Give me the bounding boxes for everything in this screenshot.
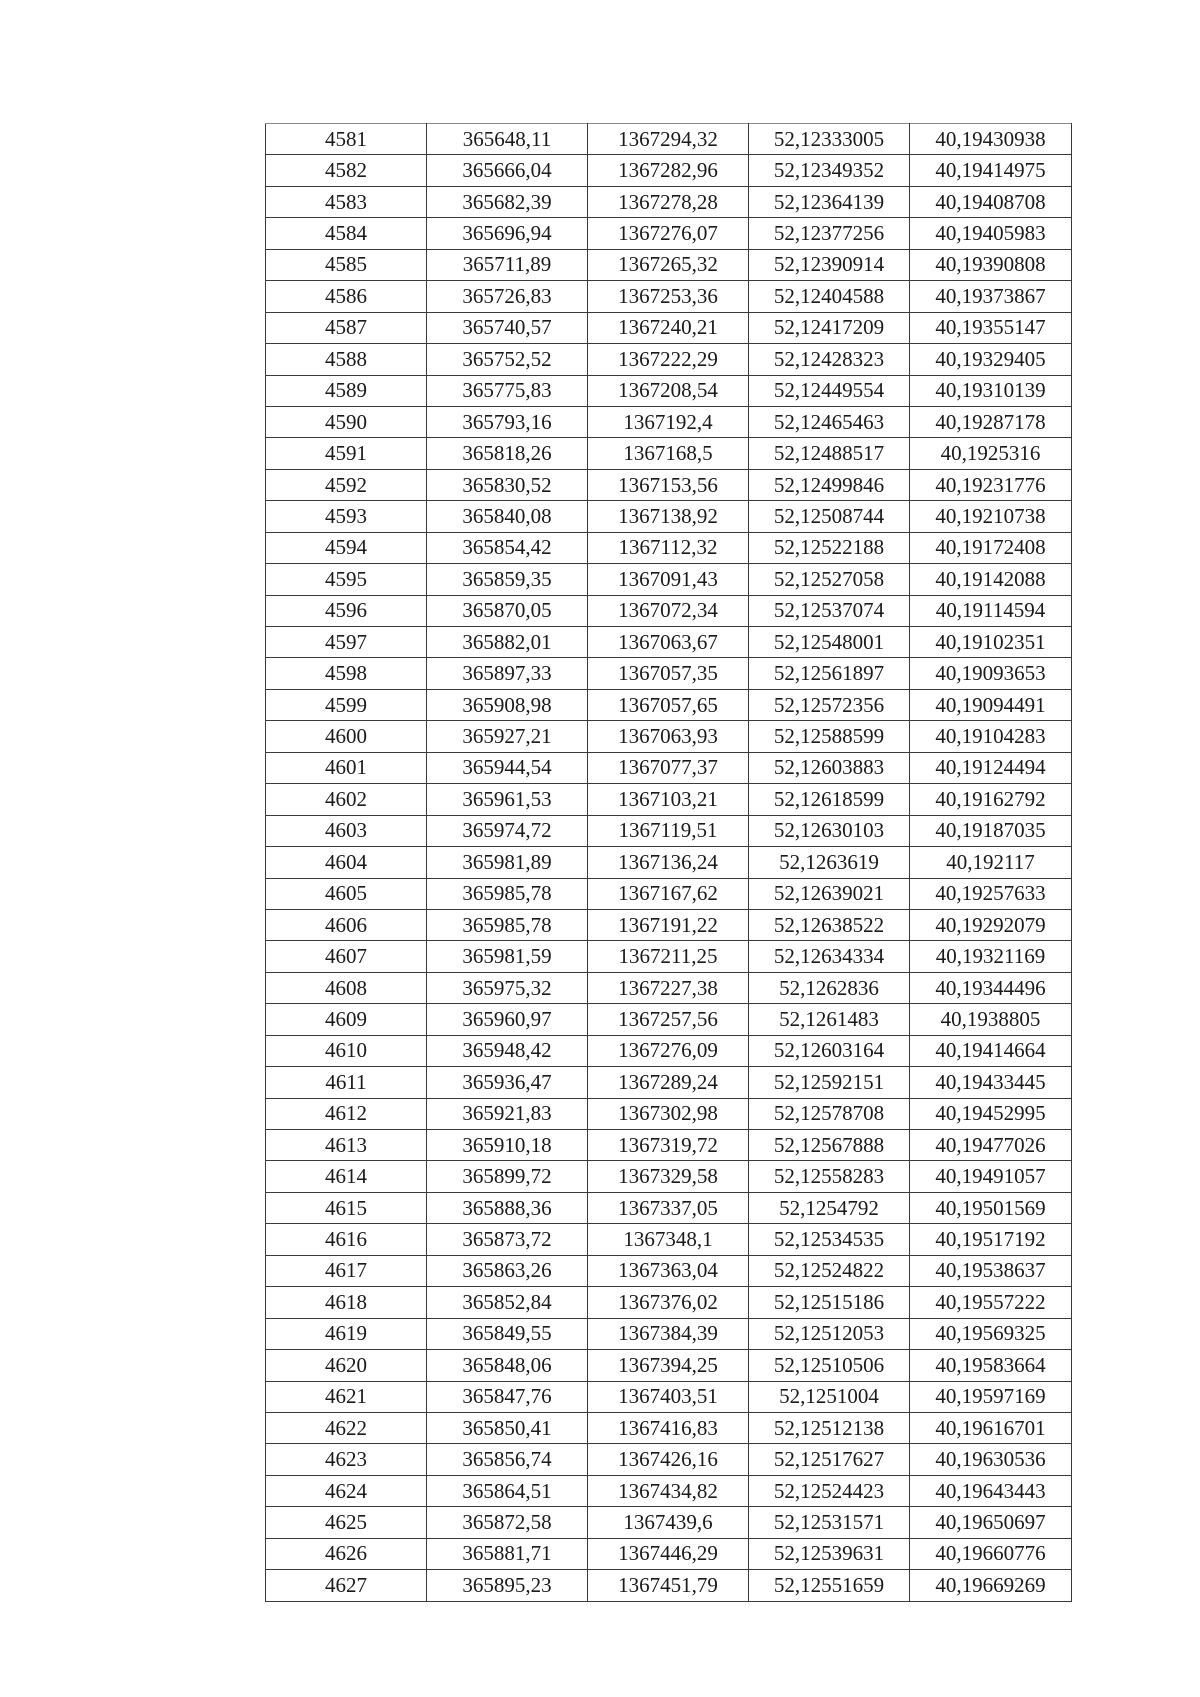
x-coordinate-cell: 365944,54 [427, 752, 588, 783]
x-coordinate-cell: 365870,05 [427, 595, 588, 626]
table-row [266, 249, 1072, 280]
latitude-cell: 52,1254792 [749, 1192, 910, 1223]
y-coordinate-cell: 1367138,92 [588, 501, 749, 532]
latitude-cell: 52,12377256 [749, 218, 910, 249]
point-number-cell: 4592 [266, 469, 427, 500]
longitude-cell: 40,1938805 [910, 1004, 1072, 1035]
longitude-cell: 40,19310139 [910, 375, 1072, 406]
latitude-cell: 52,12527058 [749, 564, 910, 595]
point-number-cell: 4612 [266, 1098, 427, 1129]
point-number-cell: 4589 [266, 375, 427, 406]
y-coordinate-cell: 1367168,5 [588, 438, 749, 469]
latitude-cell: 52,12499846 [749, 469, 910, 500]
x-coordinate-cell: 365696,94 [427, 218, 588, 249]
latitude-cell: 52,12630103 [749, 815, 910, 846]
table-row [266, 752, 1072, 783]
latitude-cell: 52,12537074 [749, 595, 910, 626]
y-coordinate-cell: 1367294,32 [588, 124, 749, 155]
latitude-cell: 52,12524822 [749, 1255, 910, 1286]
point-number-cell: 4617 [266, 1255, 427, 1286]
x-coordinate-cell: 365854,42 [427, 532, 588, 563]
x-coordinate-cell: 365936,47 [427, 1067, 588, 1098]
point-number-cell: 4611 [266, 1067, 427, 1098]
x-coordinate-cell: 365682,39 [427, 186, 588, 217]
x-coordinate-cell: 365981,59 [427, 941, 588, 972]
latitude-cell: 52,12567888 [749, 1130, 910, 1161]
table-row [266, 1538, 1072, 1569]
y-coordinate-cell: 1367227,38 [588, 972, 749, 1003]
y-coordinate-cell: 1367394,25 [588, 1350, 749, 1381]
table-row [266, 815, 1072, 846]
y-coordinate-cell: 1367302,98 [588, 1098, 749, 1129]
point-number-cell: 4591 [266, 438, 427, 469]
table-row [266, 1130, 1072, 1161]
x-coordinate-cell: 365752,52 [427, 344, 588, 375]
latitude-cell: 52,12539631 [749, 1538, 910, 1569]
latitude-cell: 52,12510506 [749, 1350, 910, 1381]
y-coordinate-cell: 1367329,58 [588, 1161, 749, 1192]
table-row [266, 501, 1072, 532]
latitude-cell: 52,12638522 [749, 909, 910, 940]
point-number-cell: 4606 [266, 909, 427, 940]
table-row [266, 564, 1072, 595]
x-coordinate-cell: 365859,35 [427, 564, 588, 595]
x-coordinate-cell: 365910,18 [427, 1130, 588, 1161]
table-row [266, 1224, 1072, 1255]
y-coordinate-cell: 1367063,67 [588, 627, 749, 658]
latitude-cell: 52,12634334 [749, 941, 910, 972]
longitude-cell: 40,19501569 [910, 1192, 1072, 1223]
table-row [266, 469, 1072, 500]
longitude-cell: 40,19355147 [910, 312, 1072, 343]
table-row [266, 1318, 1072, 1349]
x-coordinate-cell: 365818,26 [427, 438, 588, 469]
x-coordinate-cell: 365975,32 [427, 972, 588, 1003]
y-coordinate-cell: 1367253,36 [588, 281, 749, 312]
point-number-cell: 4581 [266, 124, 427, 155]
latitude-cell: 52,12449554 [749, 375, 910, 406]
table-row [266, 218, 1072, 249]
latitude-cell: 52,12349352 [749, 155, 910, 186]
longitude-cell: 40,19433445 [910, 1067, 1072, 1098]
y-coordinate-cell: 1367337,05 [588, 1192, 749, 1223]
x-coordinate-cell: 365840,08 [427, 501, 588, 532]
table-row [266, 1035, 1072, 1066]
table-row [266, 438, 1072, 469]
point-number-cell: 4625 [266, 1507, 427, 1538]
x-coordinate-cell: 365849,55 [427, 1318, 588, 1349]
y-coordinate-cell: 1367136,24 [588, 847, 749, 878]
latitude-cell: 52,12551659 [749, 1570, 910, 1601]
longitude-cell: 40,19643443 [910, 1475, 1072, 1506]
longitude-cell: 40,19102351 [910, 627, 1072, 658]
table-row [266, 406, 1072, 437]
x-coordinate-cell: 365873,72 [427, 1224, 588, 1255]
x-coordinate-cell: 365897,33 [427, 658, 588, 689]
table-row [266, 1570, 1072, 1601]
longitude-cell: 40,19114594 [910, 595, 1072, 626]
point-number-cell: 4609 [266, 1004, 427, 1035]
longitude-cell: 40,19257633 [910, 878, 1072, 909]
x-coordinate-cell: 365864,51 [427, 1475, 588, 1506]
table-row [266, 1444, 1072, 1475]
point-number-cell: 4614 [266, 1161, 427, 1192]
y-coordinate-cell: 1367384,39 [588, 1318, 749, 1349]
table-row [266, 1475, 1072, 1506]
y-coordinate-cell: 1367376,02 [588, 1287, 749, 1318]
point-number-cell: 4584 [266, 218, 427, 249]
longitude-cell: 40,19517192 [910, 1224, 1072, 1255]
longitude-cell: 40,19583664 [910, 1350, 1072, 1381]
longitude-cell: 40,19669269 [910, 1570, 1072, 1601]
y-coordinate-cell: 1367363,04 [588, 1255, 749, 1286]
y-coordinate-cell: 1367403,51 [588, 1381, 749, 1412]
x-coordinate-cell: 365847,76 [427, 1381, 588, 1412]
coordinates-table [265, 123, 1072, 1602]
point-number-cell: 4616 [266, 1224, 427, 1255]
table-row [266, 784, 1072, 815]
point-number-cell: 4622 [266, 1412, 427, 1443]
latitude-cell: 52,12522188 [749, 532, 910, 563]
latitude-cell: 52,12548001 [749, 627, 910, 658]
point-number-cell: 4586 [266, 281, 427, 312]
y-coordinate-cell: 1367240,21 [588, 312, 749, 343]
table-row [266, 721, 1072, 752]
latitude-cell: 52,12333005 [749, 124, 910, 155]
x-coordinate-cell: 365899,72 [427, 1161, 588, 1192]
x-coordinate-cell: 365985,78 [427, 909, 588, 940]
table-row [266, 344, 1072, 375]
y-coordinate-cell: 1367211,25 [588, 941, 749, 972]
table-row [266, 155, 1072, 186]
latitude-cell: 52,12572356 [749, 689, 910, 720]
x-coordinate-cell: 365895,23 [427, 1570, 588, 1601]
y-coordinate-cell: 1367072,34 [588, 595, 749, 626]
y-coordinate-cell: 1367063,93 [588, 721, 749, 752]
latitude-cell: 52,1262836 [749, 972, 910, 1003]
y-coordinate-cell: 1367416,83 [588, 1412, 749, 1443]
x-coordinate-cell: 365908,98 [427, 689, 588, 720]
y-coordinate-cell: 1367278,28 [588, 186, 749, 217]
x-coordinate-cell: 365852,84 [427, 1287, 588, 1318]
x-coordinate-cell: 365666,04 [427, 155, 588, 186]
table-row [266, 1287, 1072, 1318]
y-coordinate-cell: 1367057,65 [588, 689, 749, 720]
table-row [266, 847, 1072, 878]
y-coordinate-cell: 1367265,32 [588, 249, 749, 280]
point-number-cell: 4604 [266, 847, 427, 878]
longitude-cell: 40,192117 [910, 847, 1072, 878]
table-row [266, 1192, 1072, 1223]
latitude-cell: 52,12603164 [749, 1035, 910, 1066]
point-number-cell: 4590 [266, 406, 427, 437]
x-coordinate-cell: 365648,11 [427, 124, 588, 155]
x-coordinate-cell: 365872,58 [427, 1507, 588, 1538]
latitude-cell: 52,12417209 [749, 312, 910, 343]
y-coordinate-cell: 1367348,1 [588, 1224, 749, 1255]
longitude-cell: 40,19491057 [910, 1161, 1072, 1192]
table-row [266, 312, 1072, 343]
longitude-cell: 40,19430938 [910, 124, 1072, 155]
point-number-cell: 4627 [266, 1570, 427, 1601]
x-coordinate-cell: 365961,53 [427, 784, 588, 815]
longitude-cell: 40,19557222 [910, 1287, 1072, 1318]
table-row [266, 186, 1072, 217]
table-row [266, 1067, 1072, 1098]
latitude-cell: 52,12512053 [749, 1318, 910, 1349]
y-coordinate-cell: 1367451,79 [588, 1570, 749, 1601]
table-row [266, 281, 1072, 312]
latitude-cell: 52,12534535 [749, 1224, 910, 1255]
longitude-cell: 40,19452995 [910, 1098, 1072, 1129]
x-coordinate-cell: 365793,16 [427, 406, 588, 437]
point-number-cell: 4593 [266, 501, 427, 532]
y-coordinate-cell: 1367276,09 [588, 1035, 749, 1066]
longitude-cell: 40,19405983 [910, 218, 1072, 249]
latitude-cell: 52,12517627 [749, 1444, 910, 1475]
x-coordinate-cell: 365830,52 [427, 469, 588, 500]
y-coordinate-cell: 1367191,22 [588, 909, 749, 940]
y-coordinate-cell: 1367439,6 [588, 1507, 749, 1538]
y-coordinate-cell: 1367319,72 [588, 1130, 749, 1161]
x-coordinate-cell: 365882,01 [427, 627, 588, 658]
latitude-cell: 52,12515186 [749, 1287, 910, 1318]
x-coordinate-cell: 365881,71 [427, 1538, 588, 1569]
table-row [266, 1381, 1072, 1412]
latitude-cell: 52,1263619 [749, 847, 910, 878]
y-coordinate-cell: 1367208,54 [588, 375, 749, 406]
x-coordinate-cell: 365863,26 [427, 1255, 588, 1286]
longitude-cell: 40,19597169 [910, 1381, 1072, 1412]
latitude-cell: 52,12428323 [749, 344, 910, 375]
point-number-cell: 4585 [266, 249, 427, 280]
table-row [266, 909, 1072, 940]
point-number-cell: 4618 [266, 1287, 427, 1318]
table-row [266, 1507, 1072, 1538]
point-number-cell: 4599 [266, 689, 427, 720]
point-number-cell: 4602 [266, 784, 427, 815]
longitude-cell: 40,19187035 [910, 815, 1072, 846]
longitude-cell: 40,19093653 [910, 658, 1072, 689]
y-coordinate-cell: 1367282,96 [588, 155, 749, 186]
longitude-cell: 40,19408708 [910, 186, 1072, 217]
x-coordinate-cell: 365960,97 [427, 1004, 588, 1035]
y-coordinate-cell: 1367103,21 [588, 784, 749, 815]
longitude-cell: 40,19292079 [910, 909, 1072, 940]
latitude-cell: 52,12578708 [749, 1098, 910, 1129]
longitude-cell: 40,19650697 [910, 1507, 1072, 1538]
point-number-cell: 4600 [266, 721, 427, 752]
x-coordinate-cell: 365888,36 [427, 1192, 588, 1223]
longitude-cell: 40,19390808 [910, 249, 1072, 280]
table-row [266, 1255, 1072, 1286]
y-coordinate-cell: 1367192,4 [588, 406, 749, 437]
point-number-cell: 4594 [266, 532, 427, 563]
coordinates-table-body [266, 124, 1072, 1602]
point-number-cell: 4587 [266, 312, 427, 343]
longitude-cell: 40,19094491 [910, 689, 1072, 720]
point-number-cell: 4608 [266, 972, 427, 1003]
latitude-cell: 52,12512138 [749, 1412, 910, 1443]
x-coordinate-cell: 365948,42 [427, 1035, 588, 1066]
table-row [266, 658, 1072, 689]
longitude-cell: 40,19162792 [910, 784, 1072, 815]
longitude-cell: 40,19172408 [910, 532, 1072, 563]
point-number-cell: 4582 [266, 155, 427, 186]
latitude-cell: 52,12465463 [749, 406, 910, 437]
longitude-cell: 40,19344496 [910, 972, 1072, 1003]
x-coordinate-cell: 365974,72 [427, 815, 588, 846]
x-coordinate-cell: 365927,21 [427, 721, 588, 752]
x-coordinate-cell: 365850,41 [427, 1412, 588, 1443]
latitude-cell: 52,12524423 [749, 1475, 910, 1506]
point-number-cell: 4595 [266, 564, 427, 595]
point-number-cell: 4620 [266, 1350, 427, 1381]
point-number-cell: 4621 [266, 1381, 427, 1412]
longitude-cell: 40,19329405 [910, 344, 1072, 375]
table-row [266, 1098, 1072, 1129]
longitude-cell: 40,19321169 [910, 941, 1072, 972]
table-row [266, 375, 1072, 406]
point-number-cell: 4598 [266, 658, 427, 689]
y-coordinate-cell: 1367112,32 [588, 532, 749, 563]
longitude-cell: 40,19414664 [910, 1035, 1072, 1066]
latitude-cell: 52,12364139 [749, 186, 910, 217]
x-coordinate-cell: 365711,89 [427, 249, 588, 280]
y-coordinate-cell: 1367434,82 [588, 1475, 749, 1506]
x-coordinate-cell: 365726,83 [427, 281, 588, 312]
x-coordinate-cell: 365921,83 [427, 1098, 588, 1129]
point-number-cell: 4619 [266, 1318, 427, 1349]
longitude-cell: 40,19373867 [910, 281, 1072, 312]
point-number-cell: 4588 [266, 344, 427, 375]
longitude-cell: 40,19616701 [910, 1412, 1072, 1443]
latitude-cell: 52,1261483 [749, 1004, 910, 1035]
y-coordinate-cell: 1367077,37 [588, 752, 749, 783]
point-number-cell: 4583 [266, 186, 427, 217]
table-row [266, 1004, 1072, 1035]
x-coordinate-cell: 365856,74 [427, 1444, 588, 1475]
y-coordinate-cell: 1367276,07 [588, 218, 749, 249]
x-coordinate-cell: 365740,57 [427, 312, 588, 343]
x-coordinate-cell: 365985,78 [427, 878, 588, 909]
y-coordinate-cell: 1367119,51 [588, 815, 749, 846]
table-row [266, 627, 1072, 658]
y-coordinate-cell: 1367091,43 [588, 564, 749, 595]
table-row [266, 689, 1072, 720]
longitude-cell: 40,19231776 [910, 469, 1072, 500]
point-number-cell: 4605 [266, 878, 427, 909]
longitude-cell: 40,19210738 [910, 501, 1072, 532]
table-row [266, 1350, 1072, 1381]
point-number-cell: 4623 [266, 1444, 427, 1475]
x-coordinate-cell: 365848,06 [427, 1350, 588, 1381]
latitude-cell: 52,12588599 [749, 721, 910, 752]
point-number-cell: 4597 [266, 627, 427, 658]
point-number-cell: 4613 [266, 1130, 427, 1161]
longitude-cell: 40,19142088 [910, 564, 1072, 595]
longitude-cell: 40,19414975 [910, 155, 1072, 186]
latitude-cell: 52,12561897 [749, 658, 910, 689]
table-row [266, 1412, 1072, 1443]
table-row [266, 878, 1072, 909]
table-row [266, 1161, 1072, 1192]
latitude-cell: 52,1251004 [749, 1381, 910, 1412]
y-coordinate-cell: 1367426,16 [588, 1444, 749, 1475]
latitude-cell: 52,12531571 [749, 1507, 910, 1538]
longitude-cell: 40,19124494 [910, 752, 1072, 783]
point-number-cell: 4601 [266, 752, 427, 783]
point-number-cell: 4607 [266, 941, 427, 972]
point-number-cell: 4615 [266, 1192, 427, 1223]
latitude-cell: 52,12390914 [749, 249, 910, 280]
y-coordinate-cell: 1367057,35 [588, 658, 749, 689]
table-row [266, 595, 1072, 626]
point-number-cell: 4610 [266, 1035, 427, 1066]
latitude-cell: 52,12592151 [749, 1067, 910, 1098]
x-coordinate-cell: 365775,83 [427, 375, 588, 406]
point-number-cell: 4603 [266, 815, 427, 846]
table-row [266, 972, 1072, 1003]
latitude-cell: 52,12558283 [749, 1161, 910, 1192]
point-number-cell: 4596 [266, 595, 427, 626]
y-coordinate-cell: 1367257,56 [588, 1004, 749, 1035]
longitude-cell: 40,19630536 [910, 1444, 1072, 1475]
longitude-cell: 40,19660776 [910, 1538, 1072, 1569]
y-coordinate-cell: 1367153,56 [588, 469, 749, 500]
latitude-cell: 52,12488517 [749, 438, 910, 469]
y-coordinate-cell: 1367222,29 [588, 344, 749, 375]
y-coordinate-cell: 1367167,62 [588, 878, 749, 909]
latitude-cell: 52,12508744 [749, 501, 910, 532]
table-row [266, 532, 1072, 563]
longitude-cell: 40,1925316 [910, 438, 1072, 469]
longitude-cell: 40,19104283 [910, 721, 1072, 752]
table-row [266, 124, 1072, 155]
table-row [266, 941, 1072, 972]
point-number-cell: 4626 [266, 1538, 427, 1569]
y-coordinate-cell: 1367289,24 [588, 1067, 749, 1098]
y-coordinate-cell: 1367446,29 [588, 1538, 749, 1569]
longitude-cell: 40,19569325 [910, 1318, 1072, 1349]
latitude-cell: 52,12639021 [749, 878, 910, 909]
longitude-cell: 40,19287178 [910, 406, 1072, 437]
point-number-cell: 4624 [266, 1475, 427, 1506]
latitude-cell: 52,12618599 [749, 784, 910, 815]
latitude-cell: 52,12603883 [749, 752, 910, 783]
longitude-cell: 40,19477026 [910, 1130, 1072, 1161]
x-coordinate-cell: 365981,89 [427, 847, 588, 878]
latitude-cell: 52,12404588 [749, 281, 910, 312]
longitude-cell: 40,19538637 [910, 1255, 1072, 1286]
